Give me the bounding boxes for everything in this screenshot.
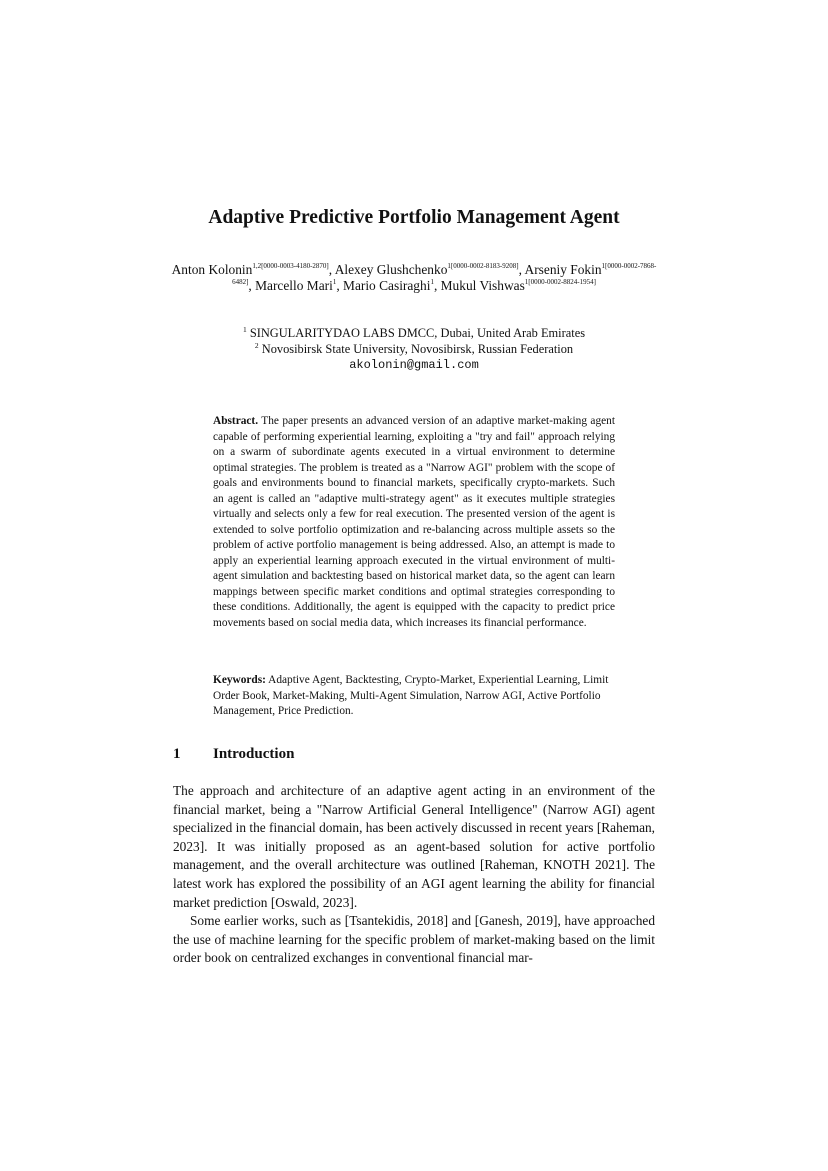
author-email: akolonin@gmail.com <box>349 358 479 372</box>
author-list <box>170 262 658 294</box>
affiliation <box>170 341 658 357</box>
author-name: Alexey Glushchenko <box>334 262 448 277</box>
author <box>172 262 335 277</box>
author <box>335 262 525 277</box>
keywords-label: Keywords: <box>213 674 266 686</box>
affiliations <box>170 325 658 373</box>
author-separator: , <box>433 278 441 293</box>
author-name: Mario Casiraghi <box>343 278 431 293</box>
paragraph: The approach and architecture of an adaptive agent acting in an environment of the financial market, being a "Narrow Artificial General Intelligence" (Narrow AGI) agent specialized in the financial domain, has been actively discussed in recent years [Raheman, 2023]. It was initially proposed as an agent-based solution for active portfolio management, and the overall architecture was outlined [Raheman, KNOTH 2021]. The latest work has explored the possibility of an AGI agent learning the ability for financial market prediction [Oswald, 2023]. <box>173 783 655 910</box>
author-orcid: 1[0000-0002-8183-9208] <box>447 262 519 270</box>
abstract-label: Abstract. <box>213 415 259 427</box>
affiliation-text: SINGULARITYDAO LABS DMCC, Dubai, United Arab Emirates <box>249 326 586 340</box>
body-text <box>173 782 655 968</box>
author-name: Arseniy Fokin <box>524 262 602 277</box>
author-orcid: 1 <box>430 278 434 286</box>
author-orcid: 1,2[0000-0003-4180-2870] <box>252 262 329 270</box>
author-name: Anton Kolonin <box>171 262 253 277</box>
author <box>343 278 441 293</box>
paragraph: Some earlier works, such as [Tsantekidis, 2018] and [Ganesh, 2019], have approached the use of machine learning for the specific problem of market-making based on the limit order book on centralized exchanges in conventional financial mar- <box>173 913 655 966</box>
author <box>255 278 343 293</box>
author <box>441 278 596 293</box>
author-name: Mukul Vishwas <box>440 278 525 293</box>
keywords-text: Adaptive Agent, Backtesting, Crypto-Market, Experiential Learning, Limit Order Book, Market-Making, Multi-Agent Simulation, Narrow AGI, Active Portfolio Management, Price Prediction. <box>213 674 609 717</box>
section-number: 1 <box>173 746 181 762</box>
author-orcid: 1[0000-0002-7868-6482] <box>232 262 657 286</box>
abstract-text: The paper presents an advanced version of an adaptive market-making agent capable of performing experiential learning, exploiting a "try and fail" approach relying on a swarm of subordinate agents executed in a virtual environment to determine optimal strategies. The problem is treated as a "Narrow AGI" problem with the scope of goals and environments bound to financial markets, specifically crypto-markets. Such an agent is called an "adaptive multi-strategy agent" as it executes multiple strategies virtually and selects only a few for real execution. The presented version of the agent is extended to solve portfolio optimization and re-balancing across multiple assets so the problem of active portfolio management is being addressed. Also, an attempt is made to apply an experiential learning approach executed in the virtual environment of multi-agent simulation and backtesting based on historical market data, so the agent can learn mappings between specific market conditions and optimal strategies corresponding to these conditions. Additionally, the agent is equipped with the capacity to predict price movements based on social media data, which increases its financial performance. <box>213 415 615 629</box>
author-orcid: 1[0000-0002-8824-1954] <box>524 278 596 286</box>
keywords <box>213 673 615 720</box>
author-separator: , <box>518 262 525 277</box>
author-separator: , <box>336 278 344 293</box>
author-name: Marcello Mari <box>255 278 333 293</box>
paper-title: Adaptive Predictive Portfolio Management Agent <box>208 207 620 228</box>
author-separator: , <box>248 278 256 293</box>
abstract <box>213 414 615 631</box>
affiliation-mark: 2 <box>254 341 259 350</box>
affiliation <box>170 325 658 341</box>
affiliation-mark: 1 <box>242 325 247 334</box>
author-separator: , <box>328 262 335 277</box>
author-orcid: 1 <box>332 278 337 286</box>
section-title: Introduction <box>213 746 295 762</box>
section-heading <box>173 746 294 763</box>
affiliation-text: Novosibirsk State University, Novosibirsk, Russian Federation <box>261 342 574 356</box>
